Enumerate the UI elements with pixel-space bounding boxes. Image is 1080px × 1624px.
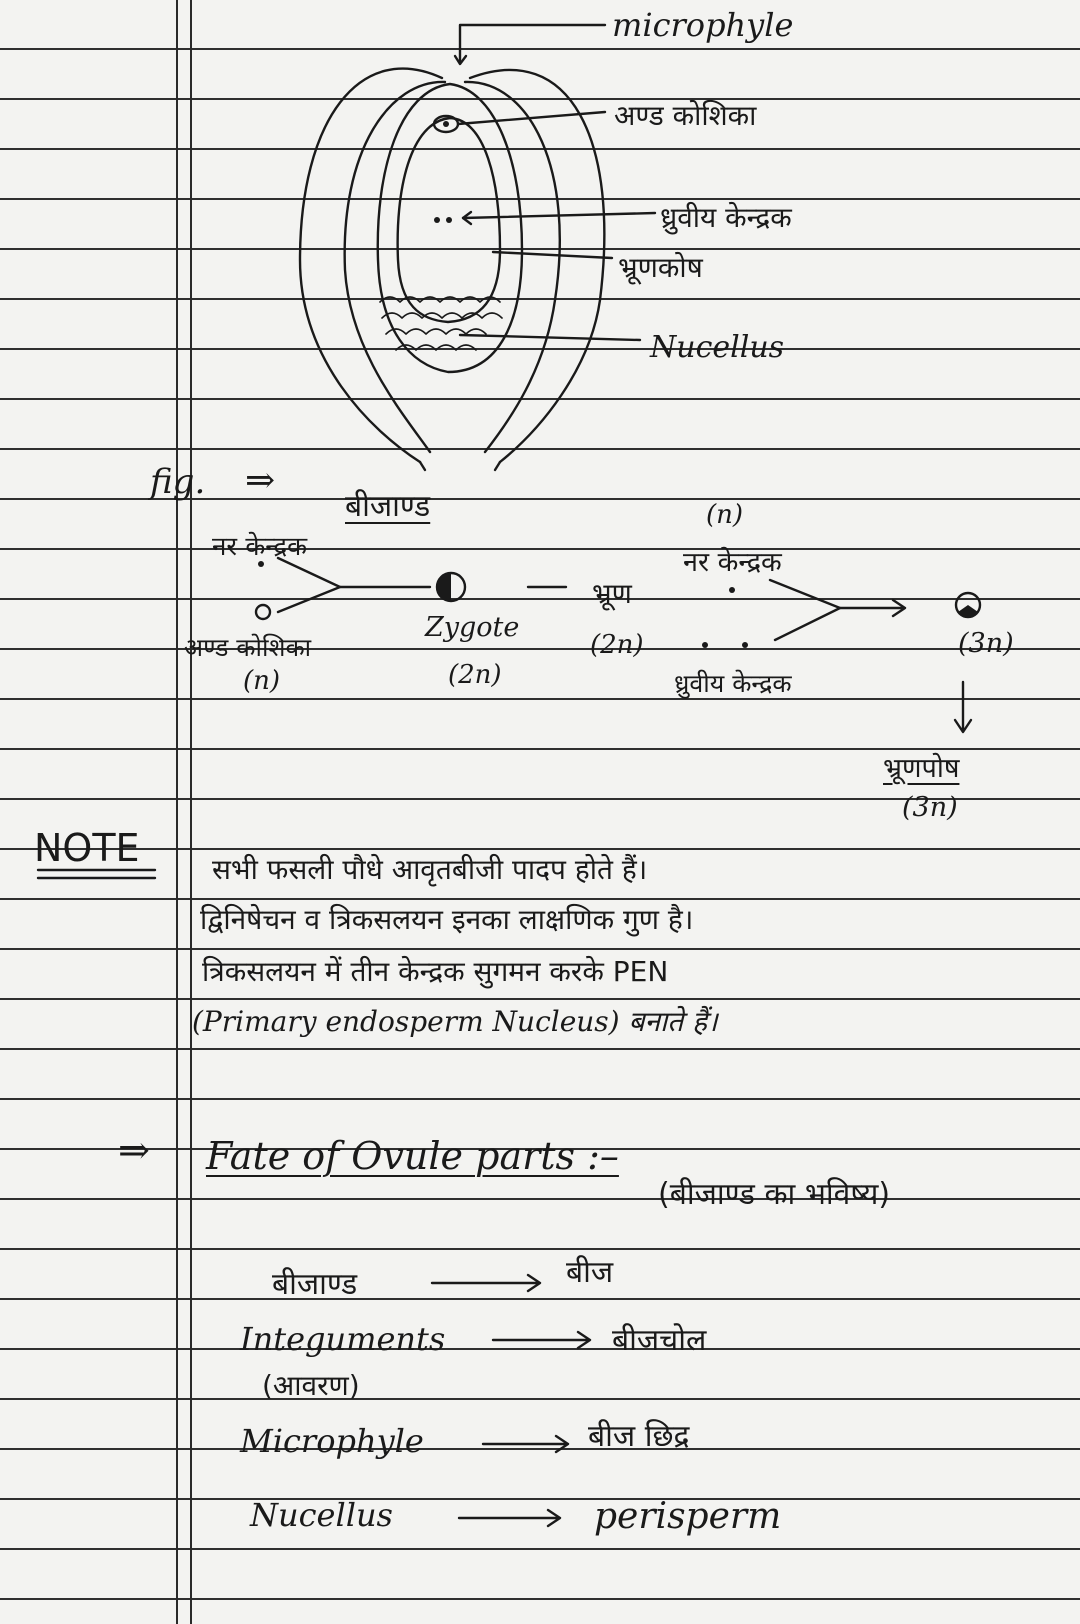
label-endosperm-ploidy: (3n) [902, 792, 958, 823]
fate-part: Nucellus [250, 1496, 393, 1534]
label-polar-nuclei: ध्रुवीय केन्द्रक [660, 201, 792, 234]
label-zygote-ploidy: (2n) [448, 660, 502, 690]
fate-arrow [493, 1332, 590, 1348]
note-line: (Primary endosperm Nucleus) बनाते हैं। [192, 1005, 718, 1038]
merge-arrow [278, 558, 340, 612]
polar-nucleus-dot [742, 642, 748, 648]
arrow [840, 600, 905, 616]
label-zygote: Zygote [425, 612, 520, 643]
fate-result: बीज [566, 1255, 614, 1290]
outer-integument [470, 70, 604, 462]
note-line: द्विनिषेचन व त्रिकसलयन इनका लाक्षणिक गुण है। [200, 903, 694, 936]
figure-caption-arrow: ⇒ [245, 460, 276, 501]
polar-nucleus-dot [702, 642, 708, 648]
note-underline [38, 870, 155, 878]
note-line: सभी फसली पौधे आवृतबीजी पादप होते हैं। [212, 853, 648, 886]
zygote-fill [437, 573, 451, 601]
fate-result: perisperm [594, 1496, 782, 1537]
note-heading: NOTE [34, 826, 140, 870]
fate-part: Microphyle [240, 1422, 424, 1460]
label-endosperm: भ्रूणपोष [883, 753, 960, 784]
fate-arrow-icon: ⇒ [118, 1128, 150, 1172]
label-embryo: भ्रूण [592, 577, 632, 610]
polar-nucleus [434, 217, 440, 223]
note-line: त्रिकसलयन में तीन केन्द्रक सुगमन करके PEN [202, 955, 669, 988]
label-male-nucleus: नर केन्द्रक [683, 547, 782, 578]
label-embryo-ploidy: (2n) [590, 630, 644, 660]
label-microphyle: microphyle [612, 6, 794, 44]
figure-caption: बीजाण्ड [345, 489, 431, 524]
funicle [420, 462, 500, 470]
egg-nucleus [443, 121, 449, 127]
fate-arrow [459, 1510, 560, 1526]
label-male-ploidy: (n) [706, 500, 744, 530]
down-arrow [955, 682, 971, 732]
pointer-line [493, 252, 612, 258]
label-triploid: (3n) [958, 628, 1014, 659]
merge-arrow [770, 580, 840, 640]
egg-cell-circle [256, 605, 270, 619]
fate-part: बीजाण्ड [272, 1267, 358, 1302]
figure-caption-prefix: fig. [150, 462, 206, 502]
fate-result: बीजचोल [612, 1323, 707, 1358]
fate-result: बीज छिद्र [588, 1419, 690, 1454]
fate-arrow [483, 1436, 568, 1452]
pointer-line [460, 335, 640, 340]
label-polar-nuclei: ध्रुवीय केन्द्रक [674, 669, 792, 698]
fate-part: Integuments [240, 1320, 446, 1358]
label-male-nucleus: नर केन्द्रक [212, 532, 308, 562]
male-nucleus-dot [729, 587, 735, 593]
label-nucellus: Nucellus [650, 330, 785, 365]
outer-integument [300, 69, 442, 462]
label-egg-ploidy: (n) [243, 666, 281, 696]
fate-heading-hindi: (बीजाण्ड का भविष्य) [658, 1177, 891, 1212]
fate-arrow [432, 1275, 540, 1291]
label-embryo-sac: भ्रूणकोष [618, 251, 703, 284]
label-egg-cell: अण्ड कोशिका [184, 633, 312, 662]
pointer-line [460, 25, 605, 62]
fate-part-note: (आवरण) [262, 1369, 360, 1402]
label-egg-cell: अण्ड कोशिका [614, 99, 757, 132]
fate-heading: Fate of Ovule parts :– [206, 1134, 619, 1178]
polar-nucleus [446, 217, 452, 223]
